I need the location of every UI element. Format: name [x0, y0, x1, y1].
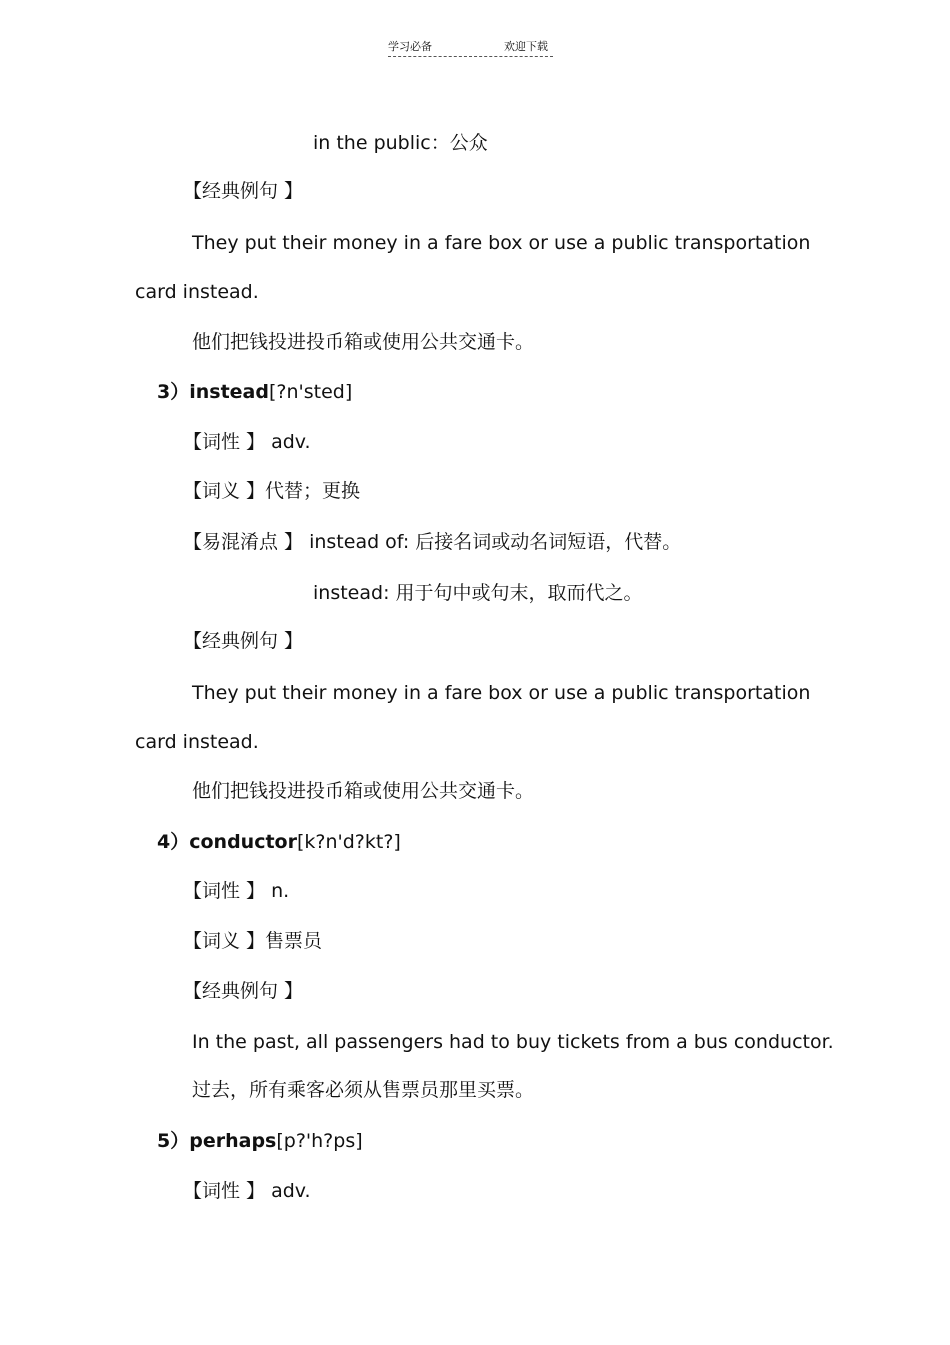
- phrase-in-the-public: in the public：公众: [313, 132, 488, 154]
- example-heading: 【经典例句 】: [183, 180, 304, 202]
- entry-conductor: [157, 830, 401, 854]
- example-heading: 【经典例句 】: [183, 630, 304, 652]
- example-sentence-en: They put their money in a fare box or use a public transportation: [192, 682, 811, 704]
- entry-instead: [157, 380, 352, 404]
- meaning: 【词义 】代替；更换: [183, 480, 361, 502]
- entry-phonetic: [?n'sted]: [268, 381, 353, 403]
- header-left-text: 学习必备: [388, 40, 432, 53]
- entry-word: perhaps: [189, 1130, 277, 1152]
- confusable-point-cont: instead: 用于句中或句末，取而代之。: [313, 582, 643, 604]
- entry-number: 5）: [157, 1130, 190, 1152]
- entry-number: 3）: [157, 381, 190, 403]
- entry-phonetic: [k?n'd?kt?]: [296, 831, 401, 853]
- entry-phonetic: [p?'h?ps]: [276, 1130, 363, 1152]
- entry-word: conductor: [189, 831, 297, 853]
- confusable-point: 【易混淆点 】 instead of: 后接名词或动名词短语，代替。: [183, 531, 682, 553]
- example-sentence-zh: 过去，所有乘客必须从售票员那里买票。: [192, 1079, 535, 1101]
- example-sentence-zh: 他们把钱投进投币箱或使用公共交通卡。: [192, 780, 535, 802]
- header-right-text: 欢迎下载: [504, 40, 548, 53]
- example-sentence-en: They put their money in a fare box or use a public transportation: [192, 232, 811, 254]
- meaning: 【词义 】售票员: [183, 930, 323, 952]
- part-of-speech: 【词性 】 adv.: [183, 431, 311, 453]
- example-sentence-en: In the past, all passengers had to buy tickets from a bus conductor.: [192, 1031, 834, 1053]
- entry-perhaps: [157, 1129, 363, 1153]
- example-sentence-en-cont: card instead.: [135, 731, 259, 753]
- page-header: [388, 40, 553, 57]
- part-of-speech: 【词性 】 n.: [183, 880, 290, 902]
- example-sentence-zh: 他们把钱投进投币箱或使用公共交通卡。: [192, 331, 535, 353]
- entry-word: instead: [189, 381, 269, 403]
- example-heading: 【经典例句 】: [183, 980, 304, 1002]
- example-sentence-en-cont: card instead.: [135, 281, 259, 303]
- part-of-speech: 【词性 】 adv.: [183, 1180, 311, 1202]
- entry-number: 4）: [157, 831, 190, 853]
